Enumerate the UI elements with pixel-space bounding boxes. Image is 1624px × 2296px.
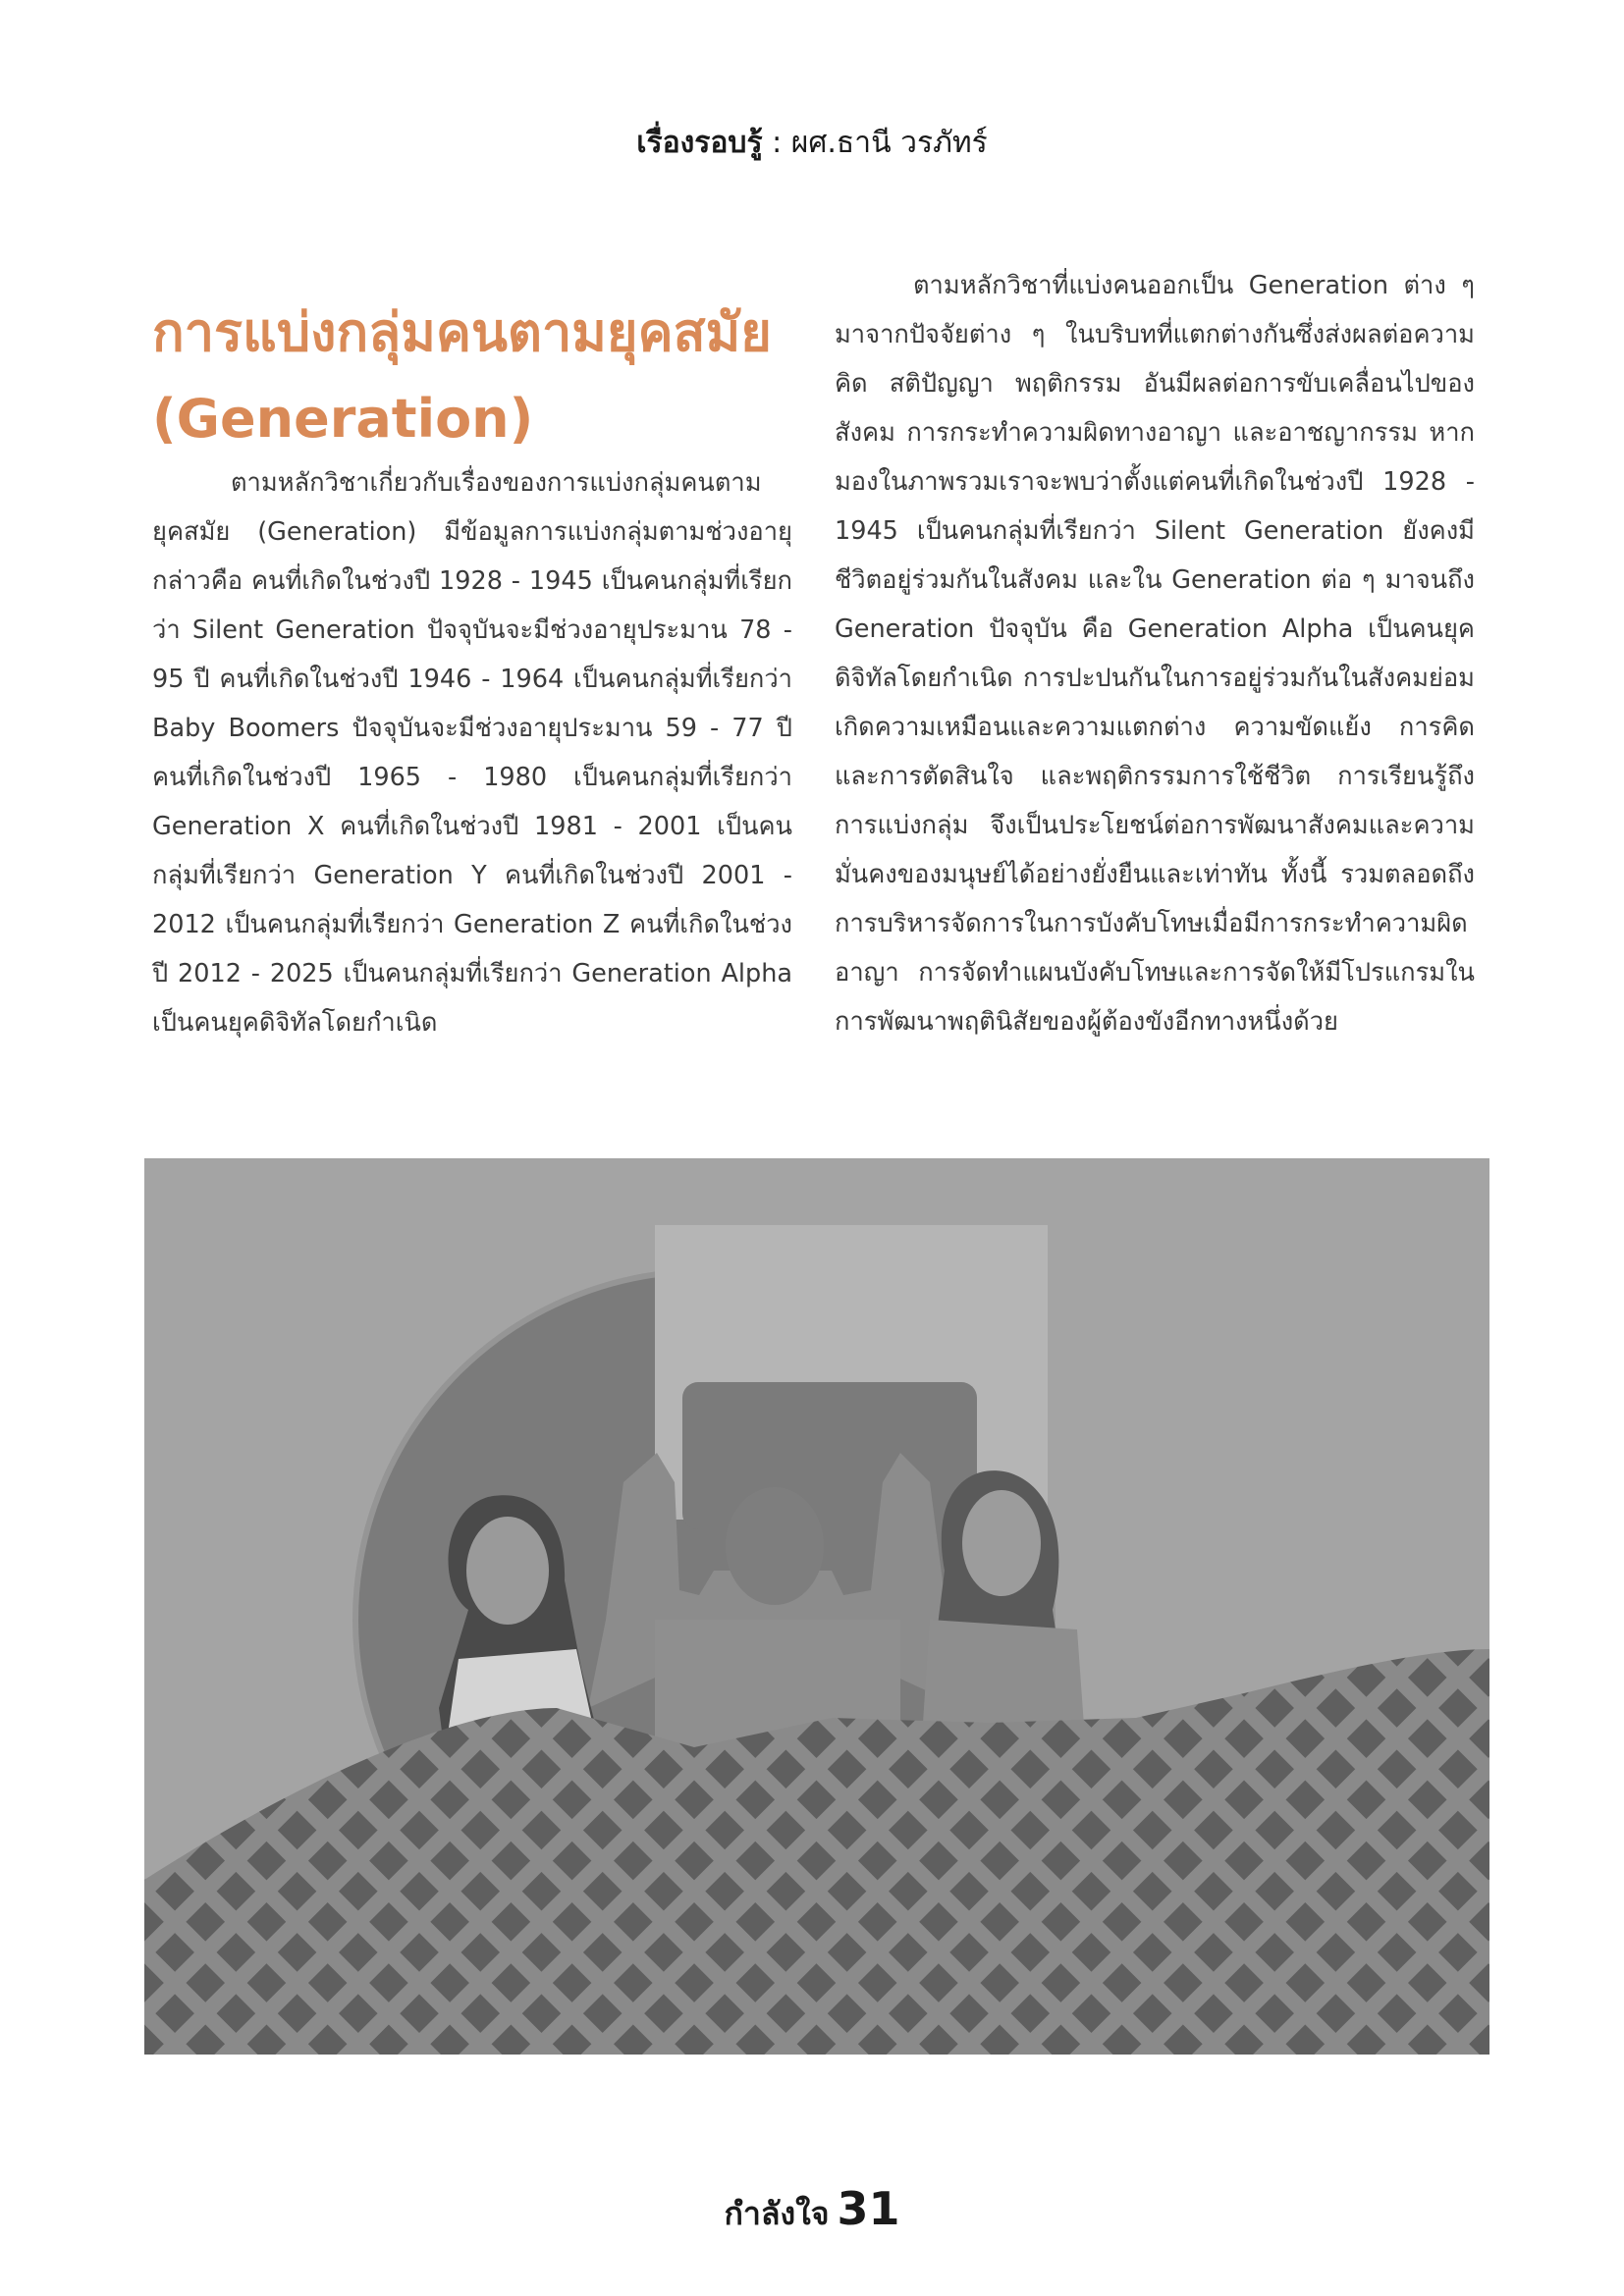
article-title-line1: การแบ่งกลุ่มคนตามยุคสมัย	[152, 301, 772, 363]
right-column-paragraph: ตามหลักวิชาที่แบ่งคนออกเป็น Generation ต่าง ๆ มาจากปัจจัยต่าง ๆ ในบริบทที่แตกต่างกันซึ่งส่งผลต่อความคิด สติปัญญา พฤติกรรม อันมีผลต่อการขับเคลื่อนไปของสังคม การกระทำความผิดทางอาญา และอาชญากรรม หากมองในภาพรวมเราจะพบว่าตั้งแต่คนที่เกิดในช่วงปี 1928 - 1945 เป็นคนกลุ่มที่เรียกว่า Silent Generation ยังคงมีชีวิตอยู่ร่วมกันในสังคม และใน Generation ต่อ ๆ มาจนถึง Generation ปัจจุบัน คือ Generation Alpha เป็นคนยุคดิจิทัลโดยกำเนิด การปะปนกันในการอยู่ร่วมกันในสังคมย่อมเกิดความเหมือนและความแตกต่าง ความขัดแย้ง การคิดและการตัดสินใจ และพฤติกรรมการใช้ชีวิต การเรียนรู้ถึงการแบ่งกลุ่ม จึงเป็นประโยชน์ต่อการพัฒนาสังคมและความมั่นคงของมนุษย์ได้อย่างยั่งยืนและเท่าทัน ทั้งนี้ รวมตลอดถึงการบริหารจัดการในการบังคับโทษเมื่อมีการกระทำความผิดอาญา การจัดทำแผนบังคับโทษและการจัดให้มีโปรแกรมในการพัฒนาพฤตินิสัยของผู้ต้องขังอีกทางหนึ่งด้วย	[835, 271, 1475, 1037]
page-footer	[0, 2182, 1624, 2239]
article-title-line2: (Generation)	[152, 388, 534, 450]
illustration-svg	[144, 1158, 1489, 2055]
section-label: เรื่องรอบรู้	[636, 126, 763, 160]
header-separator: :	[762, 126, 791, 160]
page-header	[0, 120, 1624, 166]
left-column-paragraph: ตามหลักวิชาเกี่ยวกับเรื่องของการแบ่งกลุ่มคนตามยุคสมัย (Generation) มีข้อมูลการแบ่งกลุ่มตามช่วงอายุ กล่าวคือ คนที่เกิดในช่วงปี 1928 - 1945 เป็นคนกลุ่มที่เรียกว่า Silent Generation ปัจจุบันจะมีช่วงอายุประมาน 78 - 95 ปี คนที่เกิดในช่วงปี 1946 - 1964 เป็นคนกลุ่มที่เรียกว่า Baby Boomers ปัจจุบันจะมีช่วงอายุประมาน 59 - 77 ปี คนที่เกิดในช่วงปี 1965 - 1980 เป็นคนกลุ่มที่เรียกว่า Generation X คนที่เกิดในช่วงปี 1981 - 2001 เป็นคนกลุ่มที่เรียกว่า Generation Y คนที่เกิดในช่วงปี 2001 - 2012 เป็นคนกลุ่มที่เรียกว่า Generation Z คนที่เกิดในช่วงปี 2012 - 2025 เป็นคนกลุ่มที่เรียกว่า Generation Alpha เป็นคนยุคดิจิทัลโดยกำเนิด	[152, 468, 792, 1038]
article-illustration	[144, 1158, 1489, 2055]
magazine-name: กำลังใจ	[724, 2195, 830, 2232]
author-name: ผศ.ธานี วรภัทร์	[790, 126, 988, 160]
article-title	[152, 290, 800, 462]
page-number: 31	[837, 2182, 900, 2235]
